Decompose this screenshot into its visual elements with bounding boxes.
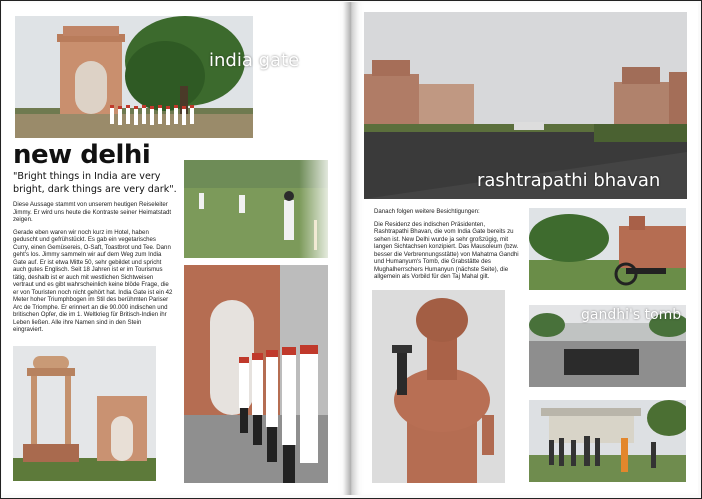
intro-quote: "Bright things in India are very bright, dark things are very dark". xyxy=(13,171,177,195)
left-paragraph-1: Diese Aussage stammt von unserem heutigen Reiseleiter Jimmy. Er wird uns heute die Kontraste seiner Heimatstadt zeigen. xyxy=(13,201,172,223)
page-title: new delhi xyxy=(13,140,151,170)
elephant-pillar-photo xyxy=(372,290,505,483)
rashtrapathi-bhavan-caption: rashtrapathi bhavan xyxy=(477,170,661,191)
left-body-text xyxy=(13,201,173,339)
gandhi-tomb-caption: gandhi's tomb xyxy=(581,307,682,323)
visitors-crowd-photo xyxy=(529,400,686,482)
right-body-text xyxy=(374,208,519,286)
left-paragraph-2: Gerade eben waren wir noch kurz im Hotel, haben geduscht und gefrühstückt. Es gab ein vegetarisches Curry, einen Gemüsereis, O-Saft, Toastbrot und Tee. Dann geht's los. Jimmy sammeln wir auf dem Weg zum India Gate auf. Er ist etwa Mitte 50, sehr gebildet und spricht auch gutes Englisch. Seit 18 Jahren ist er im Tourismus tätig, deshalb ist er auch mit westlichen Sichtweisen vertraut und es gibt wahrscheinlich keine blöde Frage, die er von Touristen noch nicht gehört hat. India Gate ist ein 42 Meter hoher Triumphbogen im Stil des berühmten Pariser Arc de Triomphe. Er erinnert an die 90.000 indischen und britischen Opfer, die im 1. Weltkrieg für Britisch-Indien ihr Leben ließen. Alle ihre Namen sind in den Stein eingraviert. xyxy=(13,228,173,333)
right-paragraph-2: Die Residenz des indischen Präsidenten, Rashtrapathi Bhavan, die vom India Gate bereits zu sehen ist. New Delhi wurde ja sehr großzügig, mit langen Sichtachsen konzipiert. Das Mausoleum (bzw. besser die Verbrennungsstätte) von Mahatma Gandhi und Humanyum's Tomb, die Grabstätte des Mughalherrschers Humanyun (nächste Seite), die allgemein als Vorbild für den Taj Mahal gilt. xyxy=(374,220,519,280)
cannon-lawn-photo xyxy=(529,208,686,290)
right-paragraph-1: Danach folgen weitere Besichtigungen: xyxy=(374,208,480,215)
band-under-gate-photo xyxy=(184,265,328,483)
india-gate-caption: india gate xyxy=(209,50,300,71)
india-gate-photo xyxy=(15,16,253,138)
cricket-photo xyxy=(184,160,328,258)
page-gutter xyxy=(343,2,359,495)
canopy-and-gate-photo xyxy=(13,346,156,481)
